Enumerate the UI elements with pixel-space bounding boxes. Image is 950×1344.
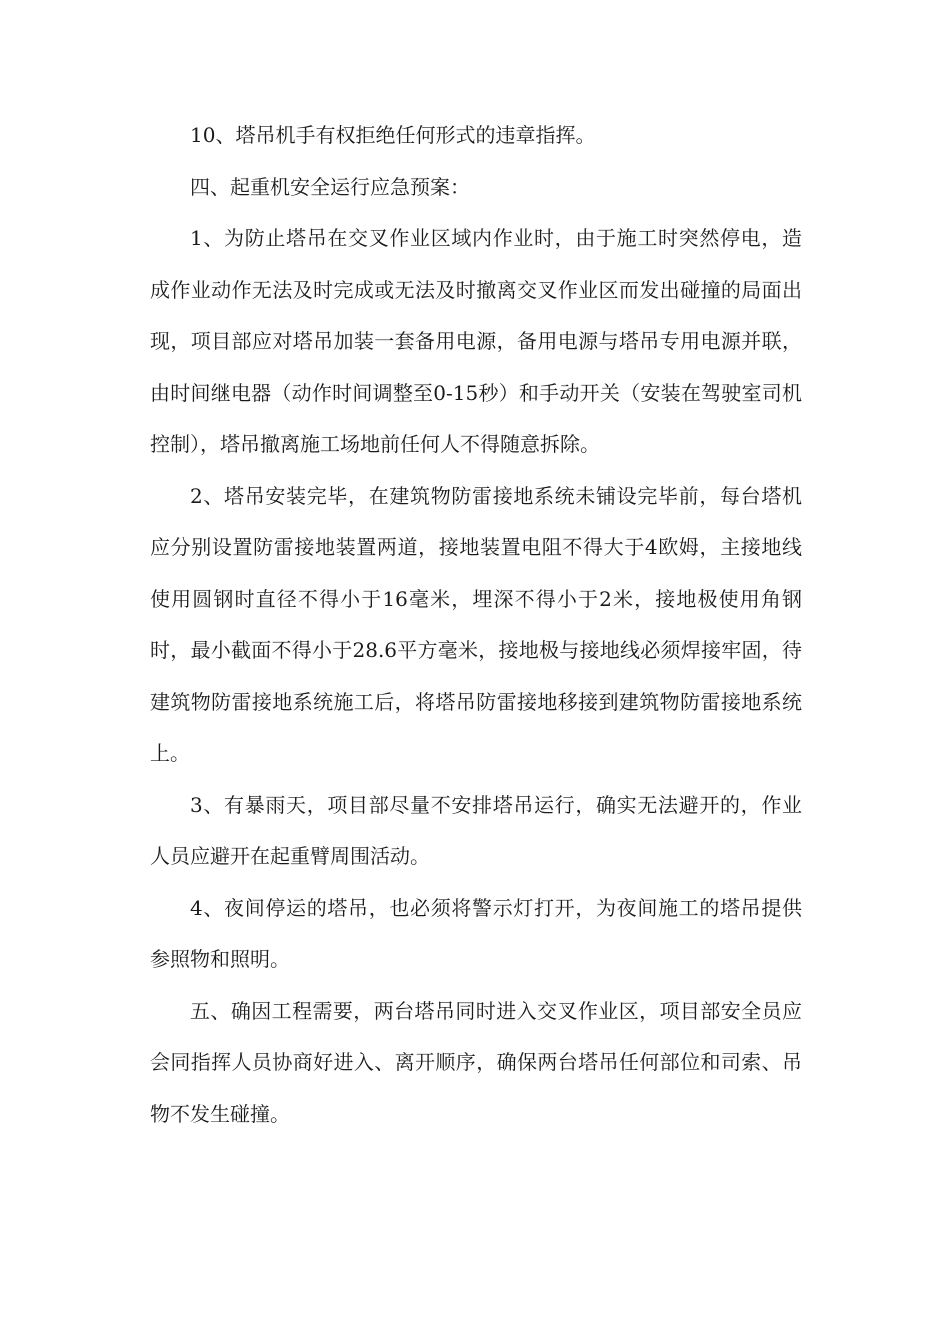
paragraph-backup-power: 1、为防止塔吊在交叉作业区域内作业时，由于施工时突然停电，造成作业动作无法及时完成或无法及时撤离交叉作业区而发出碰撞的局面出现，项目部应对塔吊加装一套备用电源，备用电源与塔吊专用电源并联，由时间继电器（动作时间调整至0-15秒）和手动开关（安装在驾驶室司机控制），塔吊撤离施工场地前任何人不得随意拆除。 xyxy=(150,226,802,456)
document-body xyxy=(150,110,802,1140)
paragraph-rainstorm: 3、有暴雨天，项目部尽量不安排塔吊运行，确实无法避开的，作业人员应避开在起重臂周围活动。 xyxy=(150,792,802,868)
paragraph-warning-light: 4、夜间停运的塔吊，也必须将警示灯打开，为夜间施工的塔吊提供参照物和照明。 xyxy=(150,895,802,971)
section-heading-emergency-plan: 四、起重机安全运行应急预案： xyxy=(190,174,470,199)
paragraph-item-10: 10、塔吊机手有权拒绝任何形式的违章指挥。 xyxy=(190,123,596,147)
paragraph-cross-work-zone: 五、确因工程需要，两台塔吊同时进入交叉作业区，项目部安全员应会同指挥人员协商好进入、离开顺序，确保两台塔吊任何部位和司索、吊物不发生碰撞。 xyxy=(150,998,802,1126)
paragraph-lightning-grounding: 2、塔吊安装完毕，在建筑物防雷接地系统未铺设完毕前，每台塔机应分别设置防雷接地装置两道，接地装置电阻不得大于4欧姆，主接地线使用圆钢时直径不得小于16毫米，埋深不得小于2米，接地极使用角钢时，最小截面不得小于28.6平方毫米，接地极与接地线必须焊接牢固，待建筑物防雷接地系统施工后，将塔吊防雷接地移接到建筑物防雷接地系统上。 xyxy=(150,483,802,765)
